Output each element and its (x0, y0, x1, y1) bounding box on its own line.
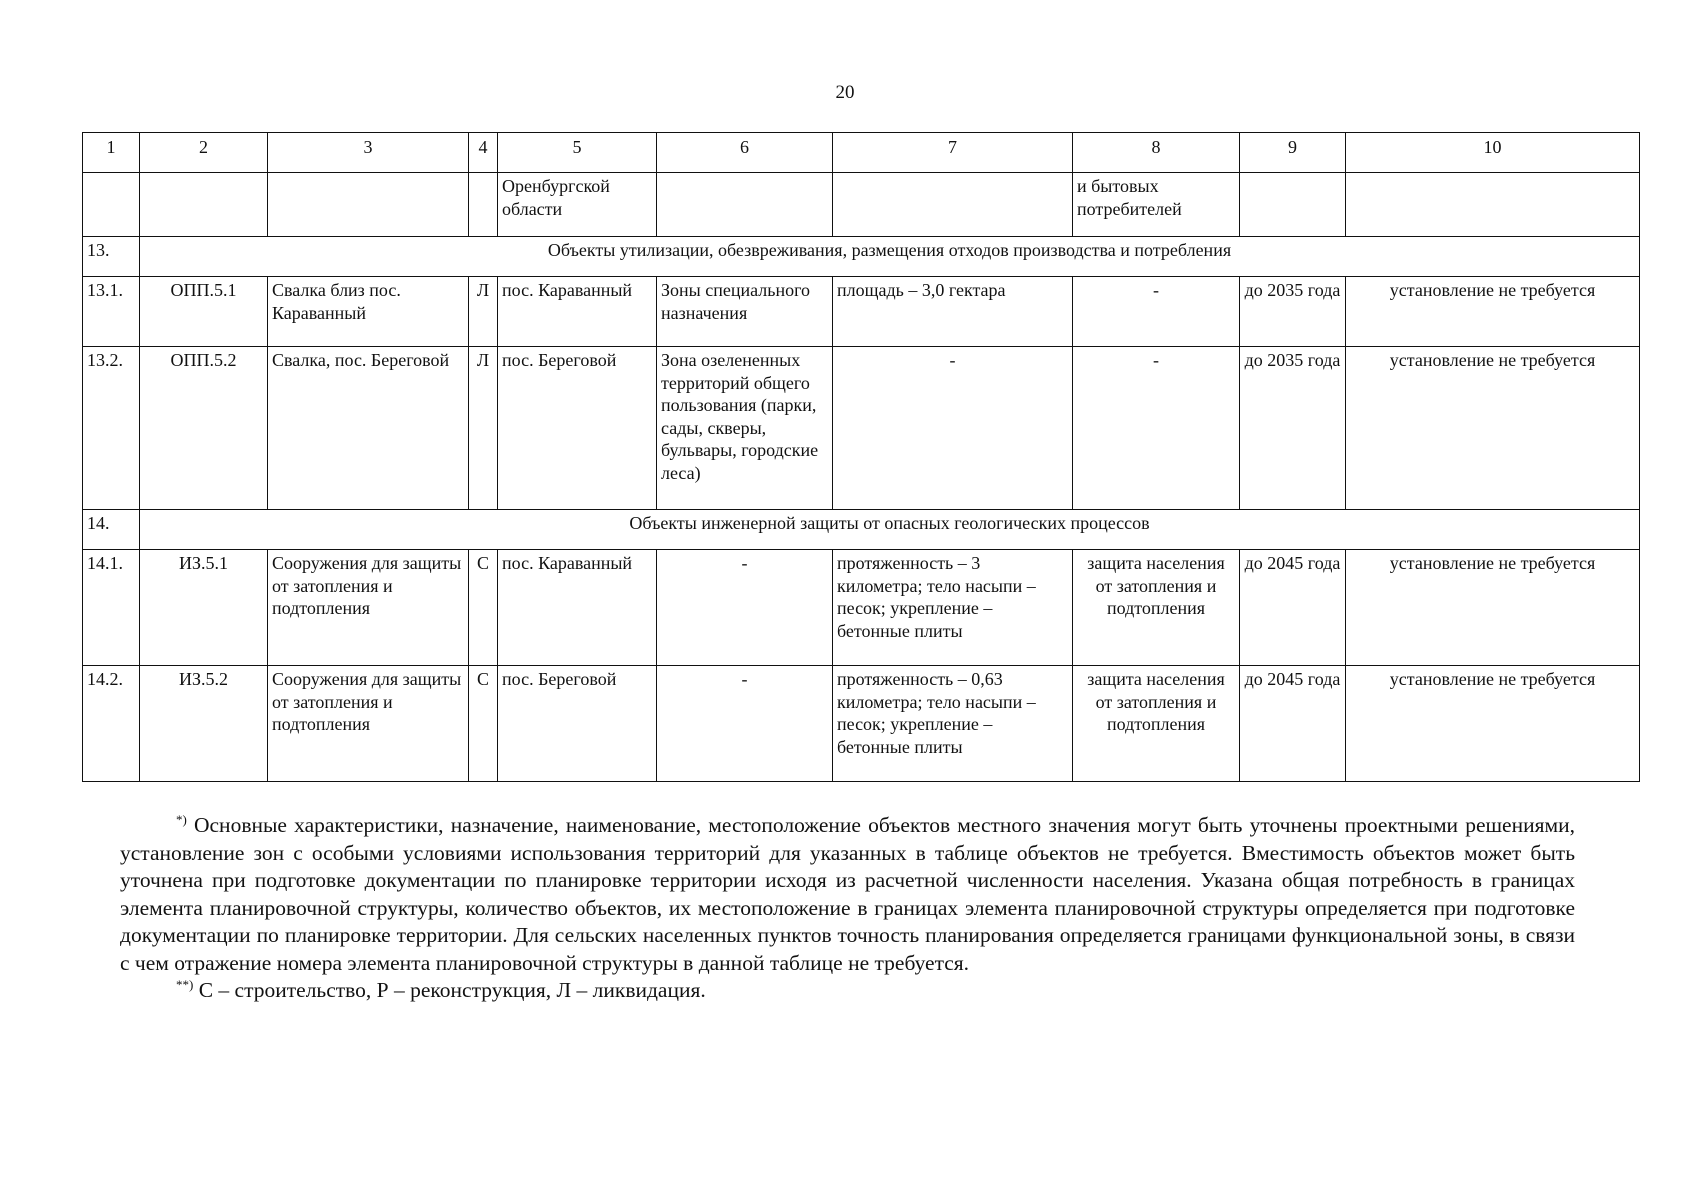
header-cell: 2 (140, 133, 268, 173)
footnotes (120, 812, 1575, 1005)
row-number: 13.2. (83, 347, 140, 510)
header-cell: 4 (469, 133, 498, 173)
footnote-mark: *) (176, 811, 187, 827)
footnote-1 (120, 812, 1575, 977)
table-row (83, 347, 1640, 510)
section-title: Объекты инженерной защиты от опасных геологических процессов (140, 510, 1640, 550)
header-cell: 5 (498, 133, 657, 173)
row-number: 13.1. (83, 277, 140, 347)
objects-table (82, 132, 1640, 782)
header-cell: 10 (1346, 133, 1640, 173)
header-cell: 6 (657, 133, 833, 173)
zone-restriction: установление не требуется (1346, 550, 1640, 666)
deadline: до 2045 года (1240, 550, 1346, 666)
header-cell: 7 (833, 133, 1073, 173)
deadline: до 2045 года (1240, 666, 1346, 782)
section-number: 13. (83, 237, 140, 277)
table-cell: Оренбургской области (498, 173, 657, 237)
zone: - (657, 550, 833, 666)
header-row (83, 133, 1640, 173)
table-cell (140, 173, 268, 237)
purpose: - (1073, 277, 1240, 347)
action-type: Л (469, 277, 498, 347)
object-code: ИЗ.5.2 (140, 666, 268, 782)
purpose: защита населения от затопления и подтопления (1073, 550, 1240, 666)
table-cell (1240, 173, 1346, 237)
characteristics: протяженность – 0,63 километра; тело насыпи – песок; укрепление – бетонные плиты (833, 666, 1073, 782)
header-cell: 1 (83, 133, 140, 173)
table-cell (268, 173, 469, 237)
characteristics: - (833, 347, 1073, 510)
row-number: 14.1. (83, 550, 140, 666)
zone: Зоны специального назначения (657, 277, 833, 347)
table-cell (83, 173, 140, 237)
object-code: ИЗ.5.1 (140, 550, 268, 666)
table-cell: и бытовых потребителей (1073, 173, 1240, 237)
action-type: С (469, 666, 498, 782)
location: пос. Береговой (498, 347, 657, 510)
purpose: - (1073, 347, 1240, 510)
deadline: до 2035 года (1240, 277, 1346, 347)
location: пос. Береговой (498, 666, 657, 782)
section-row (83, 237, 1640, 277)
table-row (83, 277, 1640, 347)
table-cell (469, 173, 498, 237)
characteristics: протяженность – 3 километра; тело насыпи – песок; укрепление – бетонные плиты (833, 550, 1073, 666)
location: пос. Караванный (498, 550, 657, 666)
purpose: защита населения от затопления и подтопления (1073, 666, 1240, 782)
zone-restriction: установление не требуется (1346, 666, 1640, 782)
footnote-text: С – строительство, Р – реконструкция, Л – ликвидация. (193, 978, 706, 1002)
zone: - (657, 666, 833, 782)
footnote-text: Основные характеристики, назначение, наименование, местоположение объектов местного значения могут быть уточнены проектными решениями, установление зон с особыми условиями использования территорий для указанных в таблице объектов не требуется. Вместимость объектов может быть уточнена при подготовке документации по планировке территории исходя из расчетной численности населения. Указана общая потребность в границах элемента планировочной структуры, количество объектов, их местоположение в границах элемента планировочной структуры определяется при подготовке документации по планировке территории. Для сельских населенных пунктов точность планирования определяется границами функциональной зоны, в связи с чем отражение номера элемента планировочной структуры в данной таблице не требуется. (120, 813, 1575, 975)
row-number: 14.2. (83, 666, 140, 782)
object-name: Свалка близ пос. Караванный (268, 277, 469, 347)
deadline: до 2035 года (1240, 347, 1346, 510)
object-name: Свалка, пос. Береговой (268, 347, 469, 510)
continuation-row (83, 173, 1640, 237)
header-cell: 8 (1073, 133, 1240, 173)
action-type: Л (469, 347, 498, 510)
zone: Зона озелененных территорий общего пользования (парки, сады, скверы, бульвары, городские леса) (657, 347, 833, 510)
object-code: ОПП.5.2 (140, 347, 268, 510)
table-row (83, 666, 1640, 782)
table-cell (1346, 173, 1640, 237)
table-row (83, 550, 1640, 666)
table-cell (657, 173, 833, 237)
section-title: Объекты утилизации, обезвреживания, размещения отходов производства и потребления (140, 237, 1640, 277)
object-name: Сооружения для защиты от затопления и подтопления (268, 550, 469, 666)
page-number: 20 (835, 82, 855, 103)
header-cell: 9 (1240, 133, 1346, 173)
header-cell: 3 (268, 133, 469, 173)
object-code: ОПП.5.1 (140, 277, 268, 347)
section-number: 14. (83, 510, 140, 550)
footnote-2 (120, 977, 1575, 1005)
action-type: С (469, 550, 498, 666)
footnote-mark: **) (176, 976, 194, 992)
zone-restriction: установление не требуется (1346, 277, 1640, 347)
table-cell (833, 173, 1073, 237)
characteristics: площадь – 3,0 гектара (833, 277, 1073, 347)
zone-restriction: установление не требуется (1346, 347, 1640, 510)
location: пос. Караванный (498, 277, 657, 347)
section-row (83, 510, 1640, 550)
object-name: Сооружения для защиты от затопления и подтопления (268, 666, 469, 782)
